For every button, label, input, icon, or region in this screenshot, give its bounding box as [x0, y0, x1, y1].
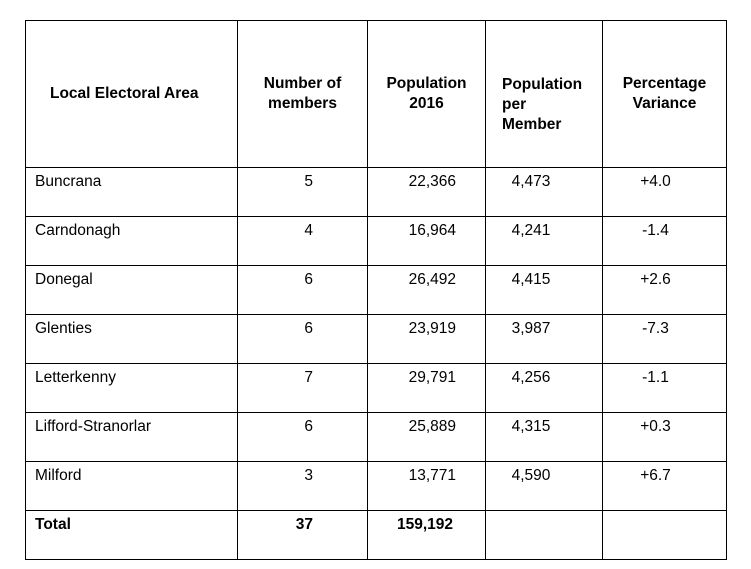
table-total-row — [26, 511, 727, 560]
area-cell: Lifford-Stranorlar — [26, 413, 238, 462]
population-cell: 25,889 — [368, 413, 486, 462]
header-line: Population — [502, 76, 583, 93]
total-population-cell: 159,192 — [368, 511, 486, 560]
table-row — [26, 462, 727, 511]
area-cell: Milford — [26, 462, 238, 511]
area-cell: Letterkenny — [26, 364, 238, 413]
variance-cell: +6.7 — [603, 462, 727, 511]
variance-cell: -1.4 — [603, 217, 727, 266]
population-cell: 22,366 — [368, 168, 486, 217]
population-cell: 16,964 — [368, 217, 486, 266]
members-cell: 7 — [238, 364, 368, 413]
total-variance-cell — [603, 511, 727, 560]
area-cell: Carndonagh — [26, 217, 238, 266]
per-member-cell: 4,241 — [486, 217, 603, 266]
per-member-cell: 4,256 — [486, 364, 603, 413]
header-line: 2016 — [409, 95, 444, 112]
variance-cell: -1.1 — [603, 364, 727, 413]
variance-cell: +4.0 — [603, 168, 727, 217]
table-row — [26, 266, 727, 315]
table-row — [26, 315, 727, 364]
population-cell: 29,791 — [368, 364, 486, 413]
table-row — [26, 413, 727, 462]
members-cell: 5 — [238, 168, 368, 217]
population-cell: 26,492 — [368, 266, 486, 315]
header-local-electoral-area: Local Electoral Area — [26, 21, 238, 168]
table-row — [26, 364, 727, 413]
header-population-per-member — [486, 21, 603, 168]
members-cell: 6 — [238, 266, 368, 315]
per-member-cell: 4,473 — [486, 168, 603, 217]
table-header-row — [26, 21, 727, 168]
area-cell: Buncrana — [26, 168, 238, 217]
population-cell: 13,771 — [368, 462, 486, 511]
total-label-cell: Total — [26, 511, 238, 560]
header-number-of-members — [238, 21, 368, 168]
header-line: Member — [502, 116, 562, 133]
variance-cell: -7.3 — [603, 315, 727, 364]
table-row — [26, 168, 727, 217]
per-member-cell: 4,590 — [486, 462, 603, 511]
per-member-cell: 3,987 — [486, 315, 603, 364]
header-line: Number of — [263, 75, 342, 92]
header-line: members — [268, 95, 337, 112]
table-body — [26, 168, 727, 511]
total-members-cell: 37 — [238, 511, 368, 560]
per-member-cell: 4,315 — [486, 413, 603, 462]
header-population-2016 — [368, 21, 486, 168]
header-line: Population — [386, 75, 467, 92]
population-cell: 23,919 — [368, 315, 486, 364]
variance-cell: +2.6 — [603, 266, 727, 315]
variance-cell: +0.3 — [603, 413, 727, 462]
header-percentage-variance — [603, 21, 727, 168]
total-per-member-cell — [486, 511, 603, 560]
members-cell: 6 — [238, 413, 368, 462]
area-cell: Glenties — [26, 315, 238, 364]
members-cell: 4 — [238, 217, 368, 266]
area-cell: Donegal — [26, 266, 238, 315]
header-line: Percentage — [622, 75, 707, 92]
electoral-area-table — [25, 20, 727, 560]
table-row — [26, 217, 727, 266]
per-member-cell: 4,415 — [486, 266, 603, 315]
members-cell: 6 — [238, 315, 368, 364]
members-cell: 3 — [238, 462, 368, 511]
header-line: Variance — [632, 95, 697, 112]
header-line: per — [502, 96, 527, 113]
